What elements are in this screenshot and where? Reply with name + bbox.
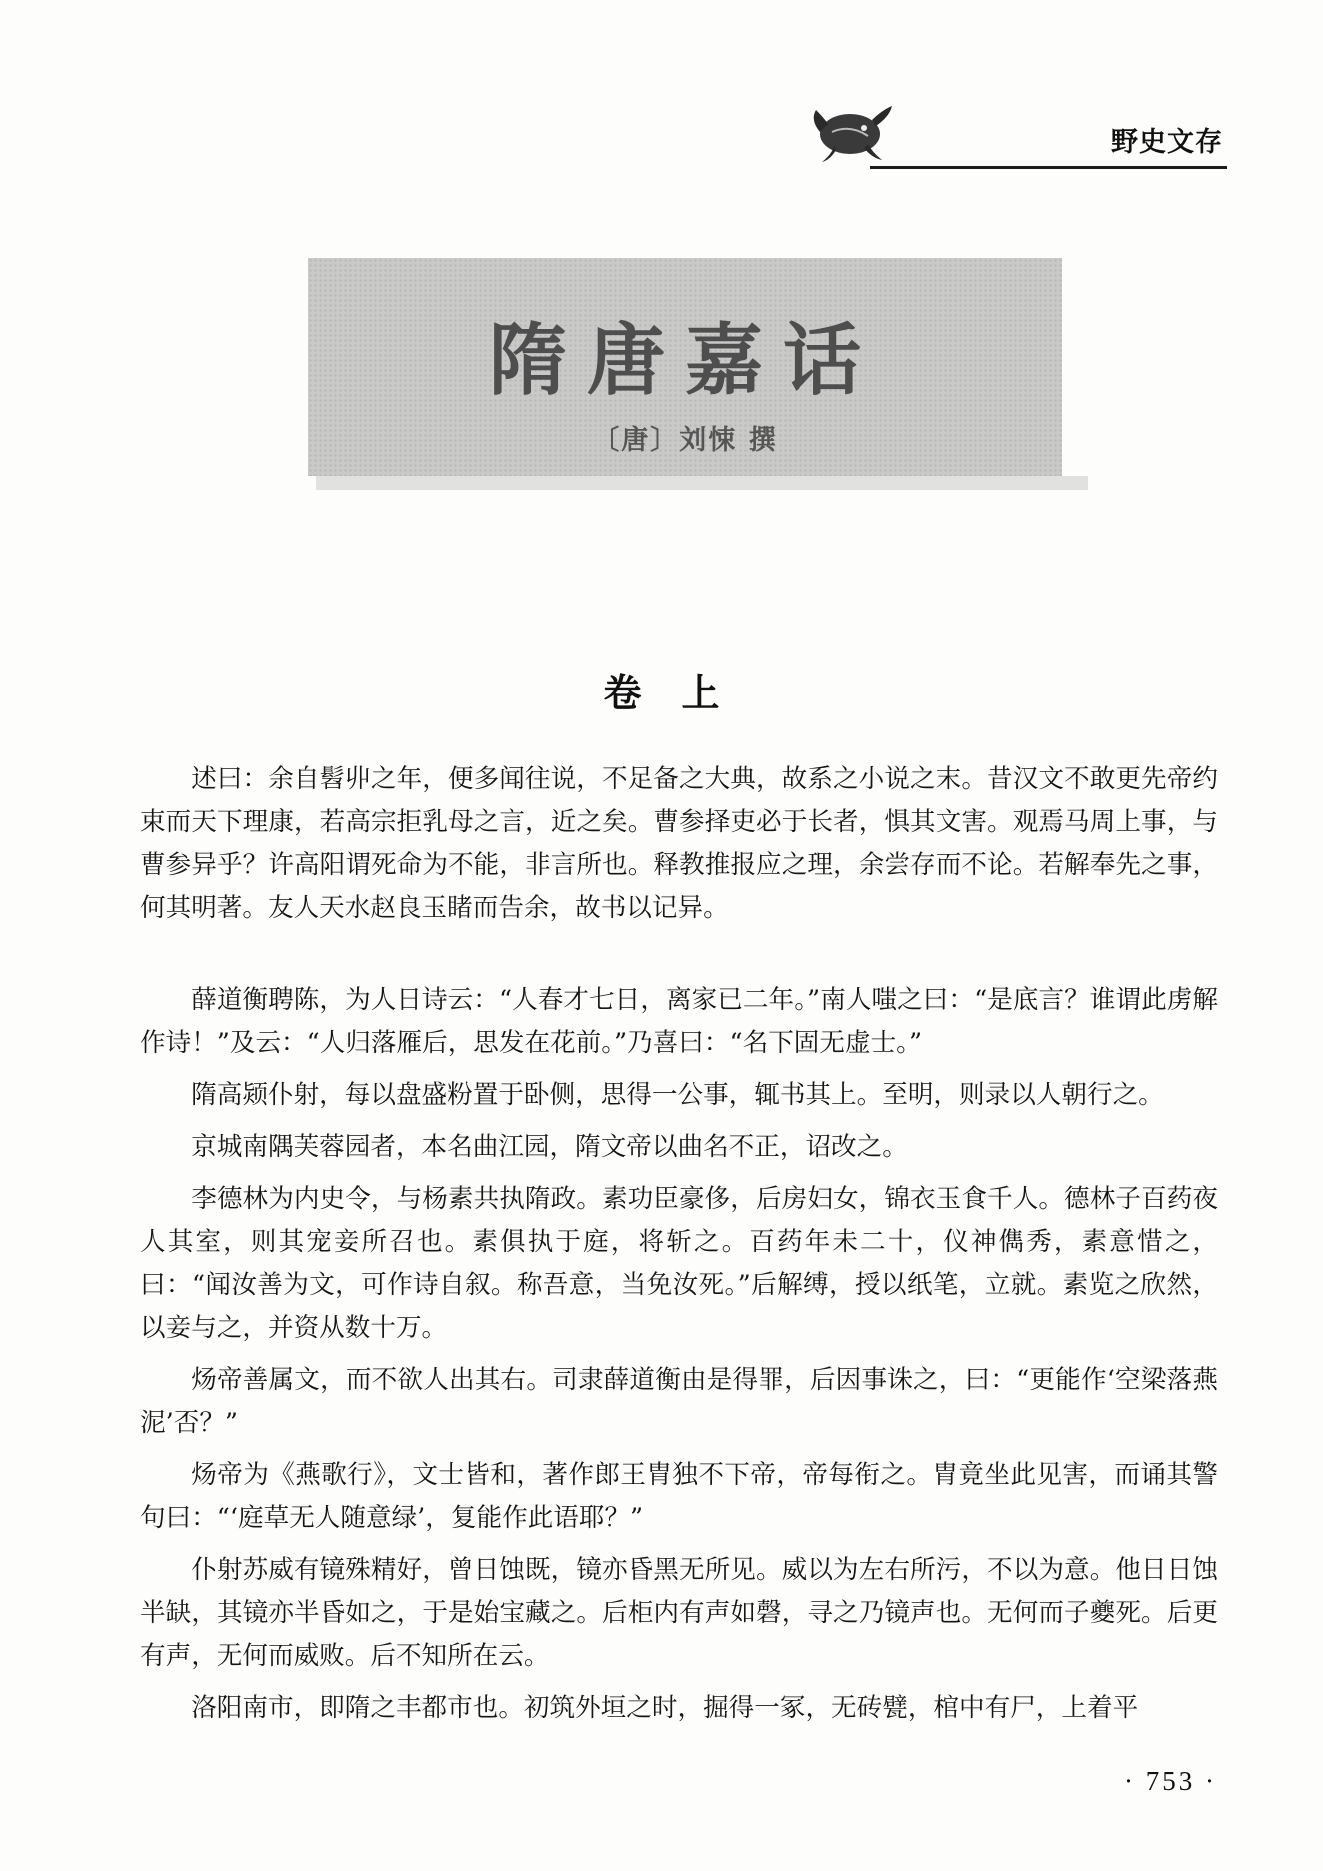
preface-paragraph: 述曰：余自髫丱之年，便多闻往说，不足备之大典，故系之小说之末。昔汉文不敢更先帝约束而天下理康，若高宗拒乳母之言，近之矣。曹参择吏必于长者，惧其文害。观焉马周上事，与曹参异乎？许高阳谓死命为不能，非言所也。释教推报应之理，余尝存而不论。若解奉先之事，何其明著。友人天水赵良玉睹而告余，故书以记异。	[140, 764, 1218, 923]
body-text	[140, 758, 1218, 1739]
paragraph: 炀帝为《燕歌行》，文士皆和，著作郎王胄独不下帝，帝每衔之。胄竟坐此见害，而诵其警句曰：“‘庭草无人随意绿’，复能作此语耶？”	[140, 1460, 1218, 1533]
title-banner	[308, 258, 1062, 476]
paragraph: 仆射苏威有镜殊精好，曾日蚀既，镜亦昏黑无所见。威以为左右所污，不以为意。他日日蚀半缺，其镜亦半昏如之，于是始宝藏之。后柜内有声如磬，寻之乃镜声也。无何而子夔死。后更有声，无何而威败。后不知所在云。	[140, 1555, 1218, 1671]
author-line: 〔唐〕刘悚 撰	[592, 425, 778, 456]
paragraph: 薛道衡聘陈，为人日诗云：“人春才七日，离家已二年。”南人嗤之曰：“是底言？谁谓此虏解作诗！”及云：“人归落雁后，思发在花前。”乃喜曰：“名下固无虚士。”	[140, 985, 1218, 1058]
header-rule	[870, 166, 1227, 169]
section-heading: 卷上	[603, 671, 760, 715]
paragraph: 京城南隅芙蓉园者，本名曲江园，隋文帝以曲名不正，诏改之。	[191, 1132, 908, 1162]
paragraph: 隋高颎仆射，每以盘盛粉置于卧侧，思得一公事，辄书其上。至明，则录以人朝行之。	[191, 1080, 1164, 1110]
paragraph: 李德林为内史令，与杨素共执隋政。素功臣豪侈，后房妇女，锦衣玉食千人。德林子百药夜人其室，则其宠妾所召也。素俱执于庭，将斩之。百药年未二十，仪神儁秀，素意惜之，曰：“闻汝善为文，可作诗自叙。称吾意，当免汝死。”后解缚，授以纸笔，立就。素览之欣然，以妾与之，并资从数十万。	[140, 1184, 1218, 1343]
paragraph: 洛阳南市，即隋之丰都市也。初筑外垣之时，掘得一冢，无砖甓，棺中有尸，上着平	[191, 1693, 1139, 1723]
dragon-emblem-icon	[806, 102, 896, 164]
book-title: 隋唐嘉话	[488, 315, 881, 406]
page-number: · 753 ·	[1124, 1766, 1217, 1796]
paragraph: 炀帝善属文，而不欲人出其右。司隶薛道衡由是得罪，后因事诛之，曰：“更能作‘空梁落燕泥’否？”	[140, 1365, 1218, 1438]
series-name: 野史文存	[1111, 127, 1223, 158]
